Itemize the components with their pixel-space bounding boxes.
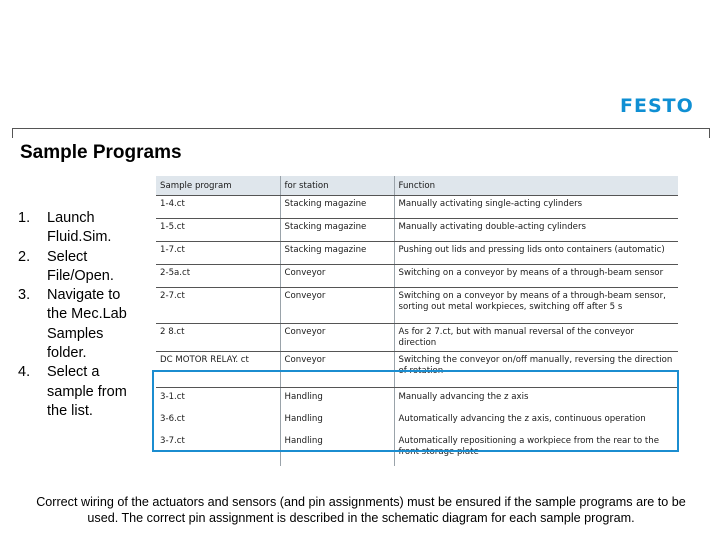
table-row (156, 432, 678, 466)
table-row (156, 219, 678, 242)
cell-function: Switching the conveyor on/off manually, reversing the direction of rotation (394, 352, 678, 388)
cell-station: Conveyor (280, 265, 394, 288)
cell-function: Switching on a conveyor by means of a through-beam sensor, sorting out metal workpieces, switching off after 5 s (394, 288, 678, 324)
slide-title: Sample Programs (20, 142, 182, 163)
table-row (156, 265, 678, 288)
header-for-station: for station (280, 176, 394, 196)
table-row (156, 288, 678, 324)
cell-function: As for 2 7.ct, but with manual reversal of the conveyor direction (394, 324, 678, 352)
festo-logo: FESTO (620, 95, 694, 117)
cell-station: Handling (280, 410, 394, 432)
cell-function: Switching on a conveyor by means of a through-beam sensor (394, 265, 678, 288)
cell-function: Manually advancing the z axis (398, 392, 529, 402)
table-row (156, 388, 678, 411)
cell-station: Conveyor (280, 352, 394, 388)
step-number: 4. (18, 364, 31, 381)
cell-program: 2-5a.ct (156, 265, 280, 288)
cell-function: Manually activating double-acting cylinders (394, 219, 678, 242)
step-text: Launch Fluid.Sim. (47, 210, 112, 246)
cell-station: Conveyor (280, 324, 394, 352)
cell-program: 3-6.ct (156, 410, 280, 432)
step-item (18, 209, 144, 248)
cell-program: 1-7.ct (156, 242, 280, 265)
step-text: Select File/Open. (47, 248, 114, 284)
cell-function: Pushing out lids and pressing lids onto containers (automatic) (394, 242, 678, 265)
table-header-row (156, 176, 678, 196)
step-item (18, 248, 144, 287)
cell-station: Handling (280, 388, 394, 411)
cell-station: Stacking magazine (280, 196, 394, 219)
header-function: Function (394, 176, 678, 196)
cell-program: DC MOTOR RELAY. ct (156, 352, 280, 388)
table-row (156, 196, 678, 219)
table-row (156, 410, 678, 432)
table-row (156, 324, 678, 352)
header-divider (12, 128, 710, 129)
step-text: Select a sample from the list. (47, 364, 127, 419)
table-row (156, 352, 678, 388)
step-number: 1. (18, 210, 31, 226)
cell-station: Stacking magazine (280, 242, 394, 265)
footer-note: Correct wiring of the actuators and sensors (and pin assignments) must be ensured if the sample programs are to be used. The correct pin assignment is described in the schematic diagram for each sample program. (36, 495, 686, 525)
table-row (156, 242, 678, 265)
sample-programs-table (156, 176, 678, 466)
cell-program: 1-4.ct (156, 196, 280, 219)
cell-program: 3-1.ct (156, 388, 280, 411)
header-sample-program: Sample program (156, 176, 280, 196)
divider-left-tick (12, 128, 13, 138)
cell-station: Handling (280, 432, 394, 466)
cell-function: Automatically repositioning a workpiece from the rear to the front storage plate (398, 436, 659, 457)
cell-program: 2-7.ct (156, 288, 280, 324)
cell-function: Manually activating single-acting cylinders (394, 196, 678, 219)
instruction-steps (18, 209, 144, 421)
cell-program: 3-7.ct (156, 432, 280, 466)
step-item (18, 363, 144, 421)
step-item (18, 286, 144, 363)
cell-station: Stacking magazine (280, 219, 394, 242)
step-text: Navigate to the Mec.Lab Samples folder. (47, 287, 127, 362)
cell-function: Automatically advancing the z axis, continuous operation (398, 414, 646, 424)
cell-program: 2 8.ct (156, 324, 280, 352)
divider-right-tick (709, 128, 710, 138)
cell-program: 1-5.ct (156, 219, 280, 242)
step-number: 2. (18, 248, 31, 265)
step-number: 3. (18, 287, 31, 304)
cell-station: Conveyor (280, 288, 394, 324)
